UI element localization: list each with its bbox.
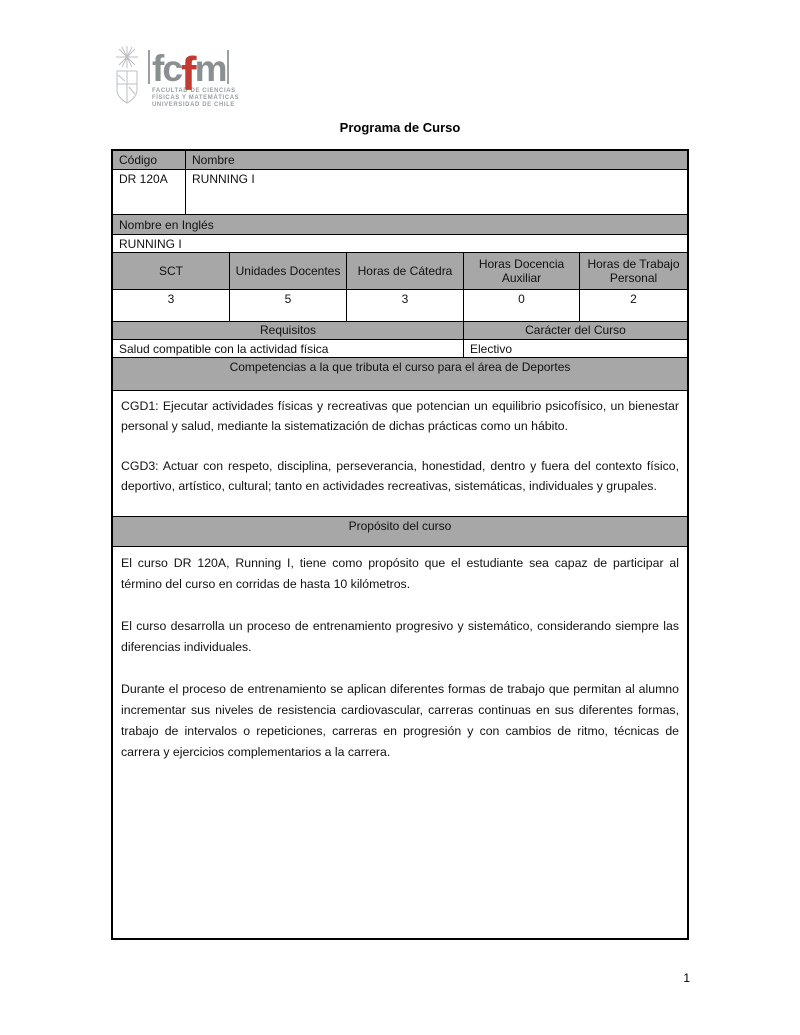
row-proposito-body <box>113 547 687 938</box>
row-competencias-body <box>113 391 687 517</box>
unidades-value: 5 <box>230 290 347 321</box>
sct-header: SCT <box>113 253 230 289</box>
row-hours-values <box>113 290 687 322</box>
requisitos-header: Requisitos <box>113 322 464 339</box>
wordmark-red-f: f <box>180 47 195 100</box>
horas-catedra-header: Horas de Cátedra <box>347 253 464 289</box>
university-crest-icon <box>112 44 142 106</box>
caracter-header: Carácter del Curso <box>464 322 687 339</box>
row-english-name-value <box>113 235 687 253</box>
caracter-value: Electivo <box>470 342 513 356</box>
page-number: 1 <box>683 971 690 985</box>
course-program-table <box>111 149 689 940</box>
faculty-name-line2: FÍSICAS Y MATEMÁTICAS <box>152 95 240 101</box>
header-row-competencias <box>113 358 687 391</box>
competencia-cgd3: CGD3: Actuar con respeto, disciplina, perseverancia, honestidad, dentro y fuera del contexto físico, deportivo, artístico, cultural; tanto en actividades recreativas, sistemáticas, individuales y grupales. <box>121 459 679 493</box>
sct-value: 3 <box>113 290 230 321</box>
horas-docencia-header: Horas Docencia Auxiliar <box>464 253 580 289</box>
nombre-value: RUNNING I <box>192 172 255 186</box>
horas-trabajo-value: 2 <box>630 292 637 306</box>
competencia-cgd1: CGD1: Ejecutar actividades físicas y recreativas que potencian un equilibrio psicofísico, un bienestar personal y salud, mediante la sistematización de dichas prácticas como un hábito. <box>121 399 679 433</box>
fcfm-logo <box>112 44 239 109</box>
nombre-ingles-header: Nombre en Inglés <box>113 215 687 234</box>
header-row-proposito <box>113 517 687 547</box>
proposito-paragraph-3: Durante el proceso de entrenamiento se aplican diferentes formas de trabajo que permitan al alumno incrementar sus niveles de resistencia cardiovascular, carreras continuas en sus diferentes formas, trabajo de intervalos o repeticiones, carreras en progresión y con cambios de ritmo, técnicas de carrera y ejercicios complementarios a la carrera. <box>121 682 679 759</box>
unidades-header: Unidades Docentes <box>230 253 347 289</box>
proposito-paragraph-2: El curso desarrolla un proceso de entrenamiento progresivo y sistemático, considerando siempre las diferencias individuales. <box>121 619 679 654</box>
wordmark-m: m <box>194 48 226 89</box>
page-title: Programa de Curso <box>339 120 461 135</box>
faculty-name-line3: UNIVERSIDAD DE CHILE <box>152 102 236 108</box>
row-requisitos-caracter-values <box>113 340 687 358</box>
codigo-header: Código <box>113 151 186 169</box>
proposito-paragraph-1: El curso DR 120A, Running I, tiene como propósito que el estudiante sea capaz de participar al término del curso en corridas de hasta 10 kilómetros. <box>121 556 679 591</box>
nombre-header: Nombre <box>186 151 687 169</box>
header-row-hours <box>113 253 687 290</box>
nombre-ingles-value: RUNNING I <box>119 237 182 251</box>
competencias-text <box>113 391 687 516</box>
wordmark-right-bar <box>227 50 229 84</box>
header-row-code-name <box>113 151 687 170</box>
horas-docencia-value: 0 <box>464 290 580 321</box>
header-row-english-name <box>113 215 687 235</box>
row-code-name-values <box>113 170 687 215</box>
competencias-header: Competencias a la que tributa el curso para el área de Deportes <box>113 358 687 390</box>
codigo-value: DR 120A <box>113 170 186 214</box>
requisitos-value: Salud compatible con la actividad física <box>113 340 464 357</box>
proposito-text <box>113 547 687 938</box>
wordmark-fc: fc <box>152 48 181 89</box>
horas-trabajo-header: Horas de Trabajo Personal <box>580 253 687 289</box>
faculty-name-line1: FACULTAD DE CIENCIAS <box>152 88 236 94</box>
proposito-header: Propósito del curso <box>113 517 687 546</box>
header-row-requisitos-caracter <box>113 322 687 340</box>
horas-catedra-value: 3 <box>347 290 464 321</box>
